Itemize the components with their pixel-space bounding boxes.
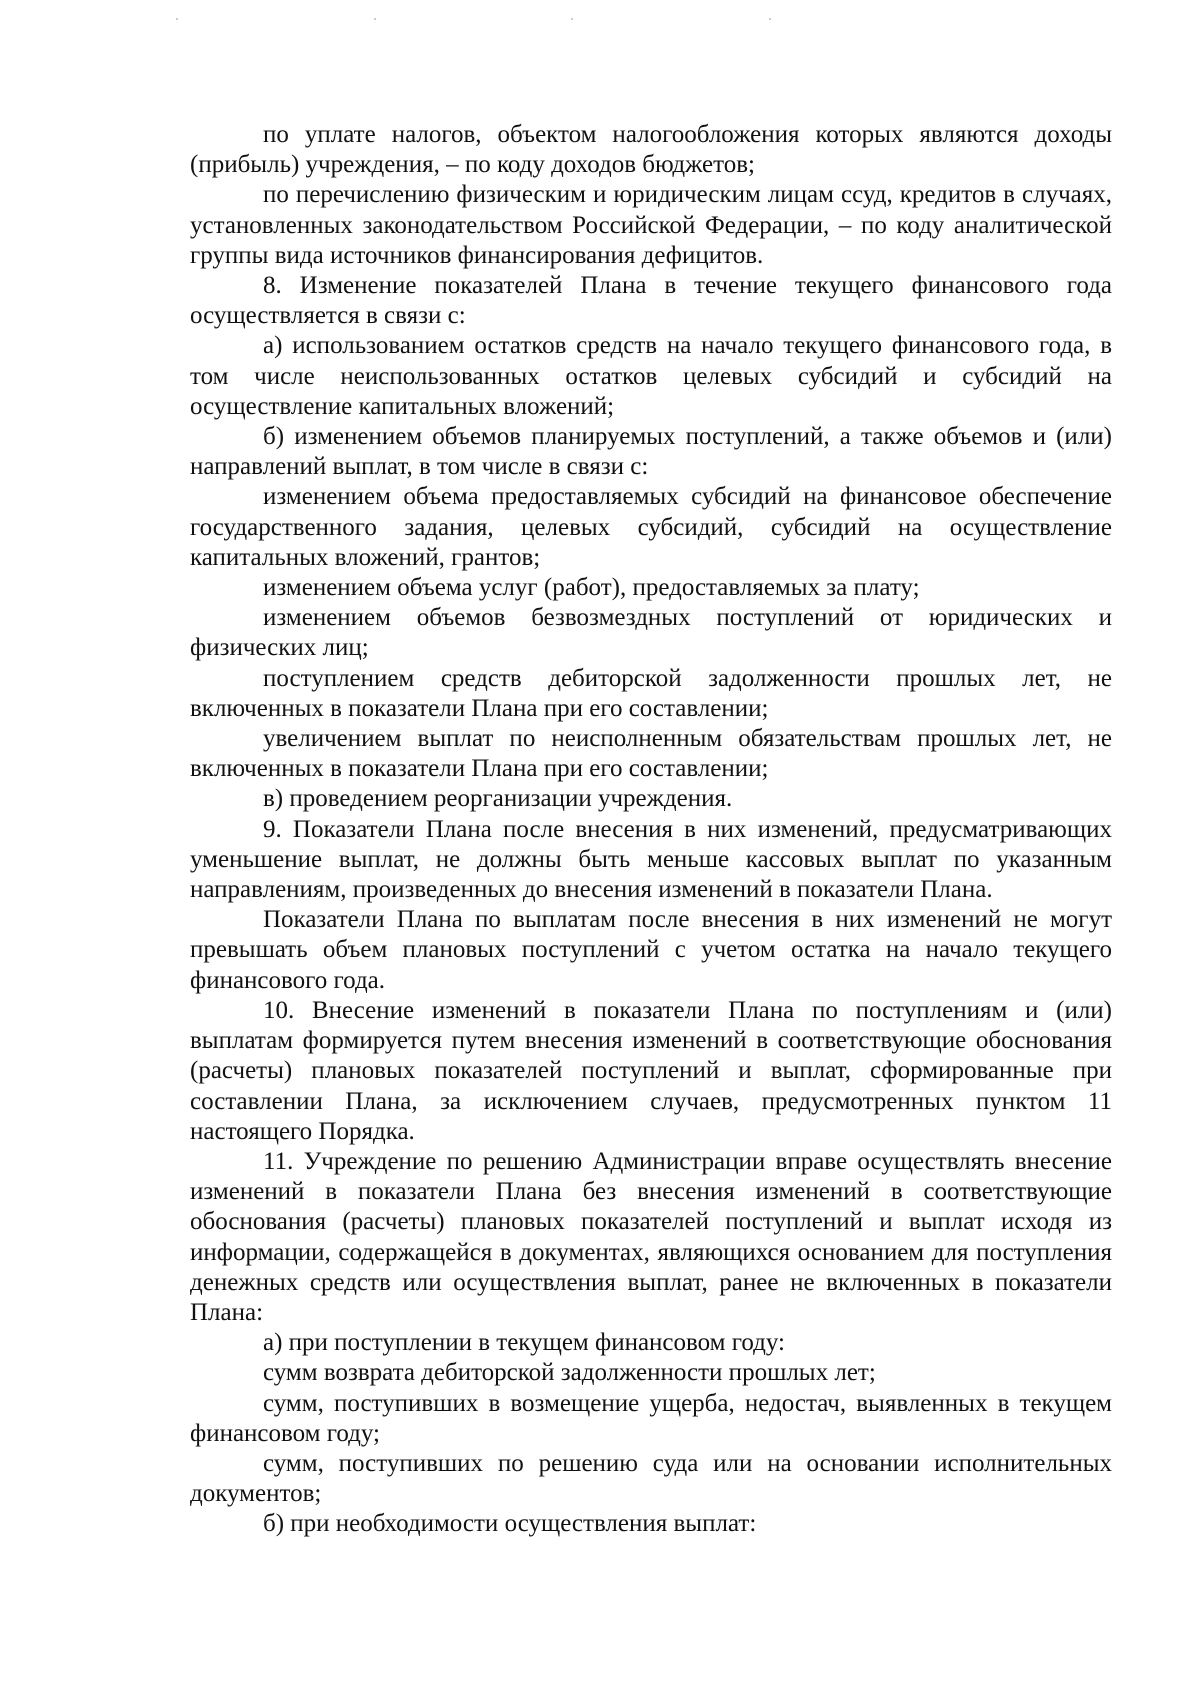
paragraph-unfulfilled-obligations: увеличением выплат по неисполненным обязательствам прошлых лет, не включенных в показатели Плана при его составлении;: [190, 725, 1112, 783]
paragraph-taxes: по уплате налогов, объектом налогообложения которых являются доходы (прибыль) учреждения, – по коду доходов бюджетов;: [190, 121, 1112, 179]
paragraph-damage-compensation: сумм, поступивших в возмещение ущерба, недостач, выявленных в текущем финансовом году;: [190, 1389, 1112, 1447]
scan-artifacts: [0, 18, 1200, 22]
paragraph-item-9: 9. Показатели Плана после внесения в них изменений, предусматривающих уменьшение выплат, не должны быть меньше кассовых выплат по указанным направлениям, произведенных до внесения изменений в показатели Плана.: [190, 815, 1112, 904]
paragraph-item-11b: б) при необходимости осуществления выплат:: [263, 1510, 757, 1538]
paragraph-donations-change: изменением объемов безвозмездных поступлений от юридических и физических лиц;: [190, 604, 1112, 662]
paragraph-item-11a: а) при поступлении в текущем финансовом году:: [263, 1329, 785, 1357]
paragraph-loans: по перечислению физическим и юридическим лицам ссуд, кредитов в случаях, установленных законодательством Российской Федерации, – по коду аналитической группы вида источников финансирования дефицитов.: [190, 181, 1112, 269]
paragraph-item-11: 11. Учреждение по решению Администрации вправе осуществлять внесение изменений в показатели Плана без внесения изменений в соответствующие обоснования (расчеты) плановых показателей поступлений и выплат исходя из информации, содержащейся в документах, являющихся основанием для поступления денежных средств или осуществления выплат, ранее не включенных в показатели Плана:: [190, 1147, 1112, 1326]
paragraph-item-8v: в) проведением реорганизации учреждения.: [263, 785, 733, 813]
paragraph-item-8b: б) изменением объемов планируемых поступлений, а также объемов и (или) направлений выплат, в том числе в связи с:: [190, 423, 1112, 481]
paragraph-receivables-return: сумм возврата дебиторской задолженности прошлых лет;: [263, 1359, 876, 1387]
paragraph-subsidies-change: изменением объема предоставляемых субсидий на финансовое обеспечение государственного задания, целевых субсидий, субсидий на осуществление капитальных вложений, грантов;: [190, 483, 1112, 571]
paragraph-item-10: 10. Внесение изменений в показатели Плана по поступлениям и (или) выплатам формируется путем внесения изменений в соответствующие обоснования (расчеты) плановых показателей поступлений и выплат, сформированные при составлении Плана, за исключением случаев, предусмотренных пунктом 11 настоящего Порядка.: [190, 996, 1112, 1145]
paragraph-item-9-cont: Показатели Плана по выплатам после внесения в них изменений не могут превышать объем плановых поступлений с учетом остатка на начало текущего финансового года.: [190, 906, 1112, 994]
paragraph-item-8a: а) использованием остатков средств на начало текущего финансового года, в том числе неиспользованных остатков целевых субсидий и субсидий на осуществление капитальных вложений;: [190, 332, 1112, 420]
paragraph-services-change: изменением объема услуг (работ), предоставляемых за плату;: [263, 574, 920, 602]
paragraph-receivables: поступлением средств дебиторской задолженности прошлых лет, не включенных в показатели Плана при его составлении;: [190, 664, 1112, 722]
paragraph-court-decision: сумм, поступивших по решению суда или на основании исполнительных документов;: [190, 1449, 1112, 1508]
document-page: [190, 120, 1112, 1540]
paragraph-item-8: 8. Изменение показателей Плана в течение текущего финансового года осуществляется в связи с:: [190, 272, 1112, 330]
